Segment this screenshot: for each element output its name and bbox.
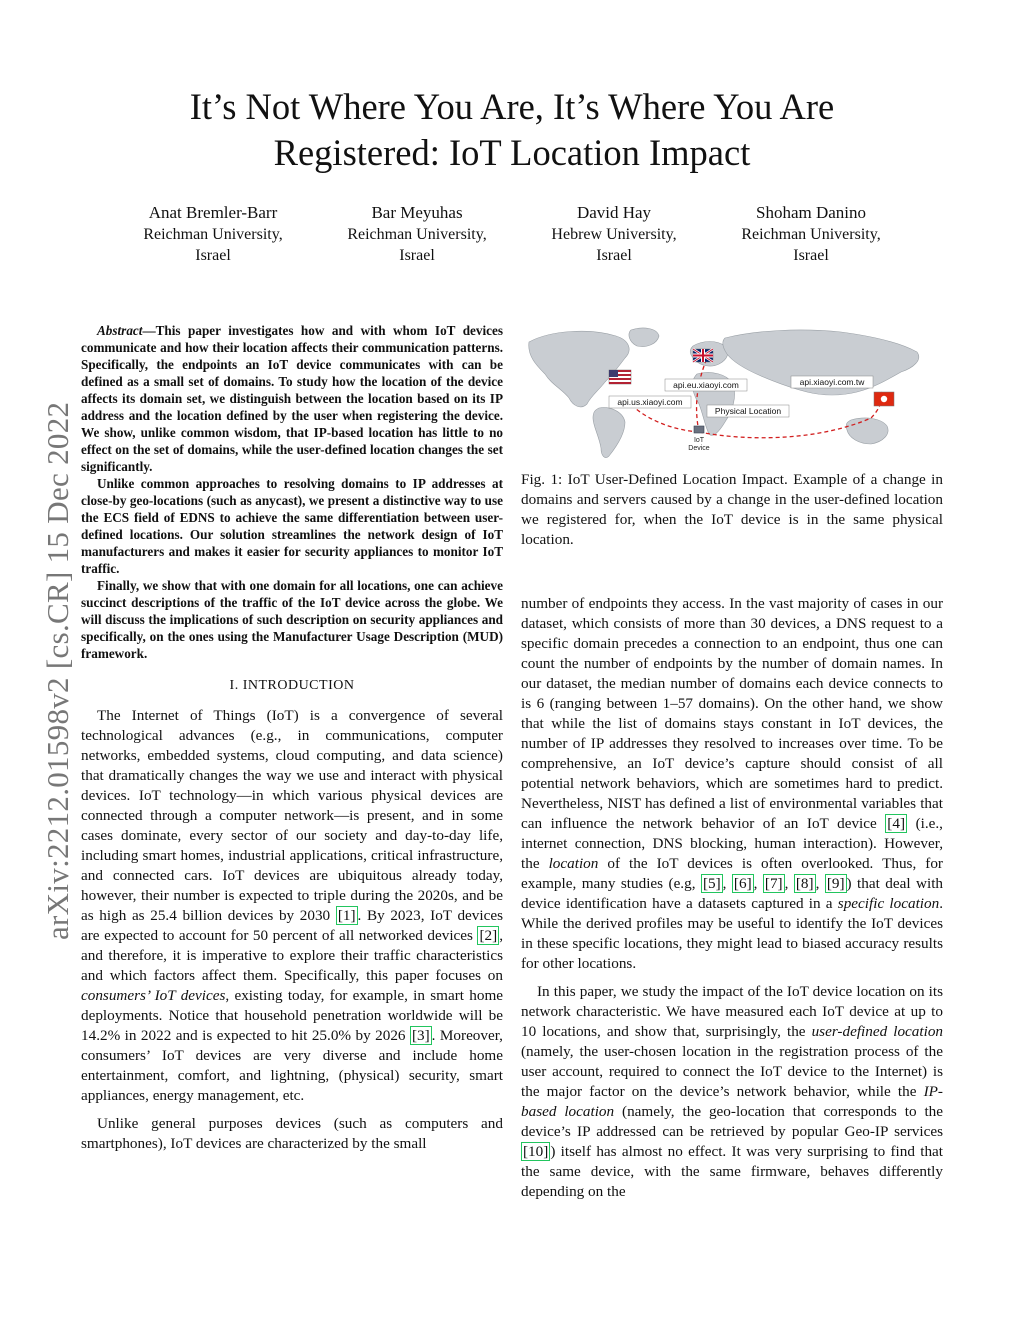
body-paragraph: Unlike general purposes devices (such as computers and smartphones), IoT devices are characterized by the small (81, 1115, 503, 1152)
us-flag-icon (609, 370, 631, 384)
citation-link[interactable]: [9] (826, 875, 845, 892)
author-block (514, 202, 714, 266)
author-country: Israel (195, 247, 231, 264)
label-eu-domain (665, 379, 747, 391)
author-block (317, 202, 517, 266)
continent-australia (846, 418, 888, 444)
world-map-illustration (521, 322, 943, 462)
svg-text:api.eu.xiaoyi.com: api.eu.xiaoyi.com (673, 380, 739, 390)
continent-greenland (629, 328, 659, 347)
citation-link[interactable]: [4] (887, 815, 906, 832)
author-name: Bar Meyuhas (371, 203, 463, 222)
author-affiliation: Reichman University, (347, 226, 487, 243)
author-country: Israel (793, 247, 829, 264)
left-column (81, 322, 503, 1162)
author-affiliation: Reichman University, (143, 226, 283, 243)
citation-link[interactable]: [8] (795, 875, 814, 892)
abstract (81, 322, 503, 662)
citation-link[interactable]: [7] (764, 875, 783, 892)
introduction-body (81, 706, 503, 1154)
abstract-paragraph: Abstract—This paper investigates how and with whom IoT devices communicate and how their location affects their communication patterns. Specifically, the endpoints an IoT device communicates with can be defined as a small set of domains. To study how the location of the device affects its domain set, we distinguish between the location based on its IP address and the location defined by the user when registering the device. We show, unlike common wisdom, that IP-based location has little to no effect on the set of domains, while the user-defined location changes the set significantly. (81, 323, 503, 474)
uk-flag-icon (693, 349, 713, 362)
continent-north-america (529, 331, 629, 407)
citation-link[interactable]: [1] (337, 907, 356, 924)
continent-south-america (593, 408, 625, 458)
citation-link[interactable]: [6] (733, 875, 752, 892)
citation-link[interactable]: [5] (702, 875, 721, 892)
citation-link[interactable]: [10] (523, 1143, 549, 1160)
paper-title (0, 84, 1024, 176)
section-heading-introduction: I. INTRODUCTION (229, 678, 355, 693)
author-affiliation: Reichman University, (741, 226, 881, 243)
label-tw-domain (791, 376, 873, 388)
abstract-paragraph: Unlike common approaches to resolving domains to IP addresses at close-by geo-locations (such as anycast), we present a distinctive way to use the ECS field of EDNS to achieve the same differentiation between user-defined locations. Our solution streamlines the network design of IoT manufacturers and makes it easier for security appliances to monitor IoT traffic. (81, 476, 503, 576)
author-name: David Hay (576, 203, 652, 222)
abstract-label: Abstract (97, 323, 143, 338)
svg-text:api.xiaoyi.com.tw: api.xiaoyi.com.tw (799, 377, 865, 387)
label-physical-location (707, 405, 789, 417)
right-column-body (521, 594, 943, 1202)
title-line-1: It’s Not Where You Are, It’s Where You Are (189, 86, 835, 127)
author-name: Anat Bremler-Barr (148, 203, 278, 222)
citation-link[interactable]: [2] (479, 927, 498, 944)
svg-text:api.us.xiaoyi.com: api.us.xiaoyi.com (617, 397, 683, 407)
author-country: Israel (399, 247, 435, 264)
author-list (0, 202, 1024, 272)
figure-world-map (521, 322, 943, 462)
citation-link[interactable]: [3] (411, 1027, 430, 1044)
author-block (113, 202, 313, 266)
author-name: Shoham Danino (755, 203, 867, 222)
abstract-paragraph: Finally, we show that with one domain for all locations, one can achieve succinct descriptions of the traffic of the IoT device across the globe. We will discuss the implications of such description on security appliances and specifically, on the ones using the Manufacturer Usage Description (MUD) framework. (81, 578, 503, 661)
title-line-2: Registered: IoT Location Impact (273, 132, 751, 173)
iot-label: IoT (693, 437, 705, 444)
arxiv-identifier-stamp: arXiv:2212.01598v2 [cs.CR] 15 Dec 2022 (40, 401, 75, 940)
hong-kong-flag-icon (874, 392, 894, 406)
author-country: Israel (596, 247, 632, 264)
body-paragraph: In this paper, we study the impact of the IoT device location on its network characteristic. We have measured each IoT device at up to 10 locations, and show that, surprisingly, the user-defined location (namely, the user-chosen location in the registration process of the user account, required to connect the IoT device to the Internet) is the major factor on the device’s network behavior, while the IP-based location (namely, the geo-location that corresponds to the device’s IP addressed can be retrieved by popular Geo-IP services [10] ) itself has almost no effect. It was very surprising to find that the same device, with the same firmware, behaves differently depending on the (521, 983, 944, 1200)
author-affiliation: Hebrew University, (551, 226, 677, 243)
svg-text:Physical Location: Physical Location (714, 406, 782, 416)
body-paragraph: The Internet of Things (IoT) is a convergence of several technological advances (e.g., in communications, computer networks, embedded systems, cloud computing, and data science) that dramatically changes the way we use and interact with physical devices. IoT technology—in which various physical devices are connected through a computer network—is present, and in some cases dominate, every sector of our society and day-to-day life, including smart homes, industrial applications, critical infrastructure, and connected cars. IoT devices are ubiquitous already today, however, their number is expected to triple during the 2020s, and be as high as 25.4 billion devices by 2030 [1] . By 2023, IoT devices are expected to account for 50 percent of all networked devices [2] , and therefore, it is imperative to explore their traffic characteristics and which factors affect them. Specifically, this paper focuses on consumers’ IoT devices, existing today, for example, in smart home deployments. Notice that household penetration worldwide will be 14.2% in 2022 and is expected to hit 25.0% by 2026 [3] . Moreover, consumers’ IoT devices are very diverse and include home entertainment, comfort, and lightning, (physical) security, smart appliances, energy management, etc. (81, 707, 503, 1104)
device-label: Device (688, 445, 710, 452)
label-us-domain (609, 396, 691, 408)
body-paragraph: number of endpoints they access. In the vast majority of cases in our dataset, which consists of more than 30 devices, a DNS request to a specific domain precedes a connection to an endpoint, thus one can count the number of endpoints by the number of domain names. In our dataset, the median number of domains each device connects to is 6 (ranging between 1–57 domains). On the other hand, we show that while the list of domains stays constant in IoT devices, the number of IP addresses they resolved to increases over time. To be comprehensive, an IoT device’s capture should consist of all potential network behaviors, which are sometimes hard to predict. Nevertheless, NIST has defined a list of environmental variables that can influence the network behavior of an IoT device [4] (i.e., internet connection, DNS blocking, human interaction). However, the location of the IoT devices is often overlooked. Thus, for example, many studies (e.g, [5] , [6] , [7] , [8] , [9] ) that deal with device identification have a datasets captured in a specific location. While the derived profiles may be useful to identify the IoT devices in these specific locations, they might lead to biased accuracy results for other locations. (521, 595, 944, 972)
figure-caption: Fig. 1: IoT User-Defined Location Impact. Example of a change in domains and servers caused by a change in the user-defined location we registered for, when the IoT device is in the same physical location. (521, 471, 943, 548)
author-block (711, 202, 911, 266)
iot-device-marker (688, 426, 710, 452)
right-column (521, 322, 943, 1210)
